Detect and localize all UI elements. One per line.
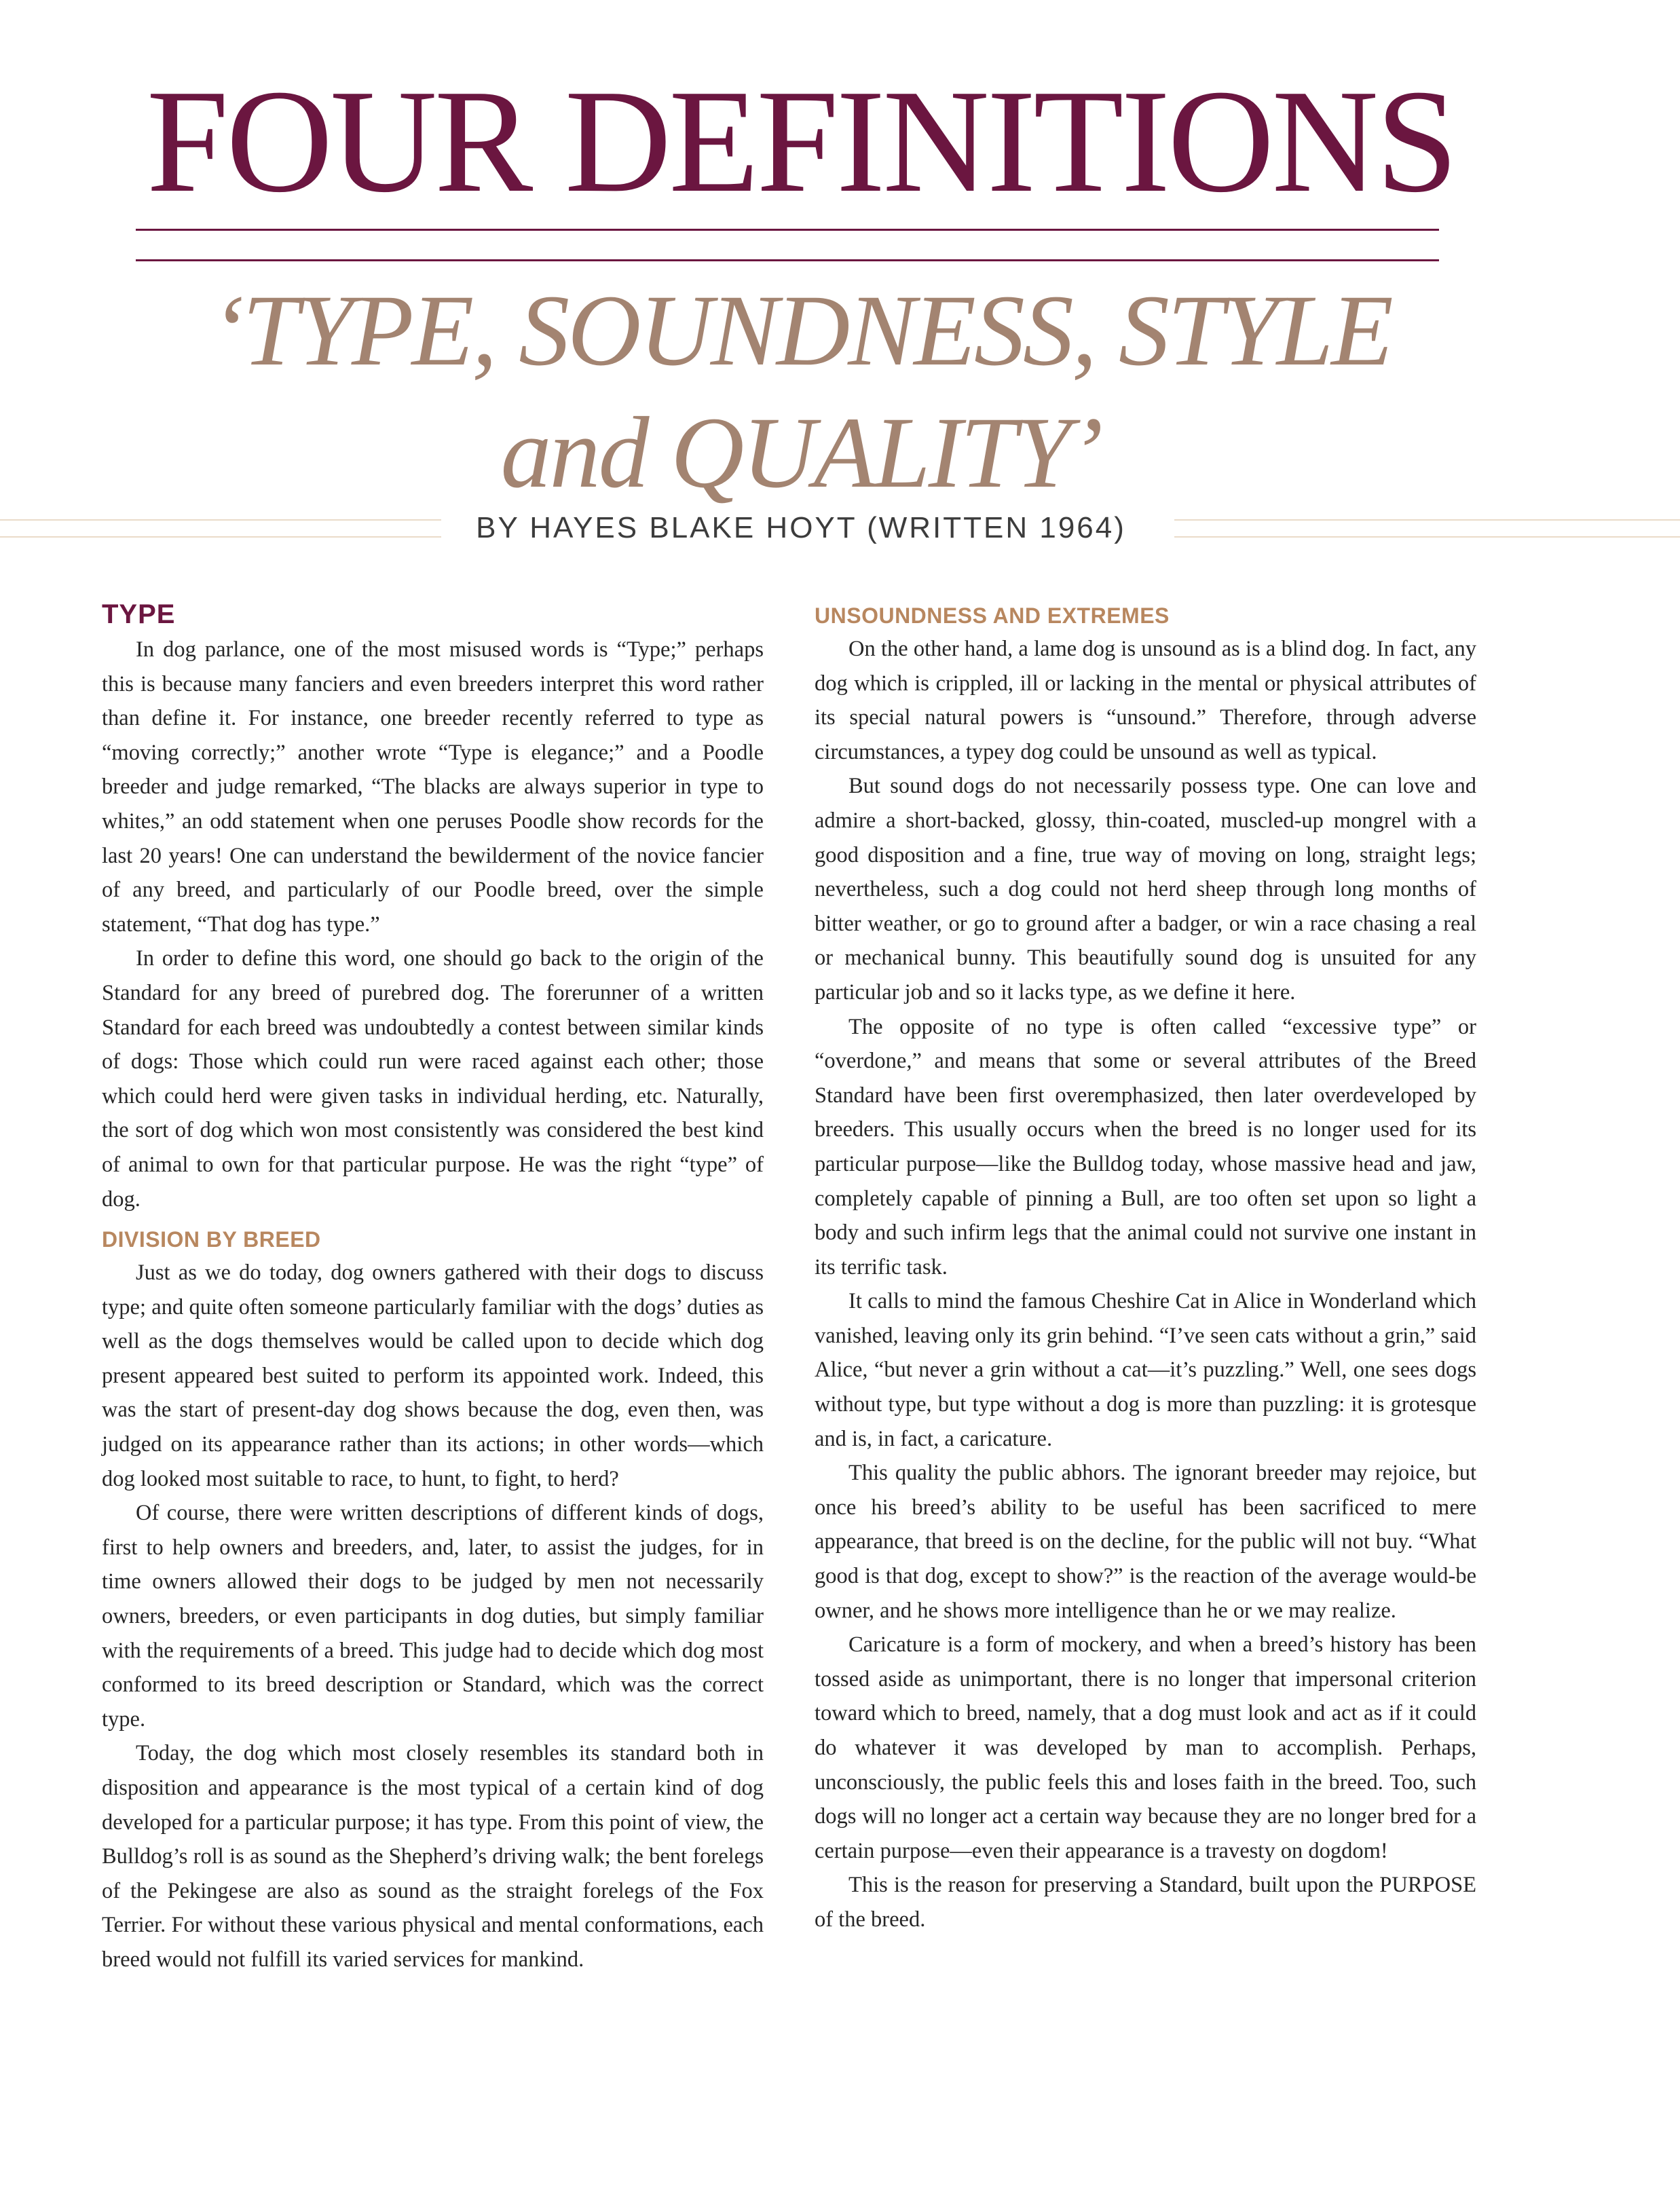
left-column <box>102 597 764 1977</box>
body-paragraph: Just as we do today, dog owners gathered with their dogs to discuss type; and quite often someone particularly familiar with the dogs’ duties as well as the dogs themselves would be called upon to decide which dog present appeared best suited to perform its appointed work. Indeed, this was the start of present-day dog shows because the dog, even then, was judged on its appearance rather than its actions; in other words—which dog looked most suitable to race, to hunt, to fight, to herd? <box>102 1260 764 1491</box>
body-paragraph: This quality the public abhors. The ignorant breeder may rejoice, but once his breed’s ability to be useful has been sacrificed to mere appearance, that breed is on the decline, for the public will not buy. “What good is that dog, except to show?” is the reaction of the average would-be owner, and he shows more intelligence than he or we may realize. <box>815 1461 1476 1623</box>
title-rule-top <box>136 229 1439 231</box>
right-column <box>815 599 1476 1937</box>
body-paragraph: Of course, there were written descriptions of different kinds of dogs, first to help owners and breeders, and, later, to assist the judges, for in time owners allowed their dogs to be judged by men not necessarily owners, breeders, or even participants in dog duties, but simply familiar with the requirements of a breed. This judge had to decide which dog most conformed to its breed description or Standard, which was the correct type. <box>102 1501 764 1732</box>
title-rule-bottom <box>136 259 1439 261</box>
body-paragraph: Caricature is a form of mockery, and when a breed’s history has been tossed aside as unimportant, there is no longer that impersonal criterion toward which to breed, namely, that a dog must look and act as if it could do whatever it was developed by man to accomplish. Perhaps, unconsciously, the public feels this and loses faith in the breed. Too, such dogs will no longer act a certain way because they are no longer bred for a certain purpose—even their appearance is a travesty on dogdom! <box>815 1632 1476 1863</box>
article-subtitle-line-2: and QUALITY’ <box>500 396 1102 509</box>
body-paragraph: The opposite of no type is often called “excessive type” or “overdone,” and means that some or several attributes of the Breed Standard have been first overemphasized, then later overdeveloped by breeders. This usually occurs when the breed is no longer used for its particular purpose—like the Bulldog today, whose massive head and jaw, completely capable of pinning a Bull, are too often set upon so light a body and such infirm legs that the animal could not survive one instant in its terrific task. <box>815 1014 1476 1279</box>
body-paragraph: But sound dogs do not necessarily possess type. One can love and admire a short-backed, glossy, thin-coated, muscled-up mongrel with a good disposition and a fine, true way of moving on long, straight legs; nevertheless, such a dog could not herd sheep through long months of bitter weather, or go to ground after a badger, or win a race chasing a real or mechanical bunny. This beautifully sound dog is unsuited for any particular job and so it lacks type, as we define it here. <box>815 774 1476 1005</box>
body-paragraph: Today, the dog which most closely resembles its standard both in disposition and appearance is the most typical of a certain kind of dog developed for a particular purpose; it has type. From this point of view, the Bulldog’s roll is as sound as the Shepherd’s driving walk; the bent forelegs of the Pekingese are also as sound as the straight forelegs of the Fox Terrier. For without these various physical and mental conformations, each breed would not fulfill its varied services for mankind. <box>102 1741 764 1972</box>
body-paragraph: In dog parlance, one of the most misused words is “Type;” perhaps this is because many fanciers and even breeders interpret this word rather than define it. For instance, one breeder recently referred to type as “moving correctly;” another wrote “Type is elegance;” and a Poodle breeder and judge remarked, “The blacks are always superior in type to whites,” an odd statement when one peruses Poodle show records for the last 20 years! One can understand the bewilderment of the novice fancier of any breed, and particularly of our Poodle breed, over the simple statement, “That dog has type.” <box>102 637 764 937</box>
section-heading-division-by-breed: DIVISION BY BREED <box>102 1227 321 1252</box>
section-heading-unsoundness-and-extremes: UNSOUNDNESS AND EXTREMES <box>815 603 1170 628</box>
body-paragraph: On the other hand, a lame dog is unsound as is a blind dog. In fact, any dog which is crippled, ill or lacking in the mental or physical attributes of its special natural powers is “unsound.” Therefore, through adverse circumstances, a typey dog could be unsound as well as typical. <box>815 637 1476 764</box>
article-byline: BY HAYES BLAKE HOYT (WRITTEN 1964) <box>476 511 1126 544</box>
article-subtitle-line-1: ‘TYPE, SOUNDNESS, STYLE <box>210 274 1392 387</box>
article-title: FOUR DEFINITIONS <box>146 60 1456 223</box>
body-paragraph: It calls to mind the famous Cheshire Cat in Alice in Wonderland which vanished, leaving only its grin behind. “I’ve seen cats without a grin,” said Alice, “but never a grin without a cat—it’s puzzling.” Well, one sees dogs without type, but type without a dog is more than puzzling: it is grotesque and is, in fact, a caricature. <box>815 1289 1476 1451</box>
section-heading-type: TYPE <box>102 599 176 629</box>
body-paragraph: In order to define this word, one should go back to the origin of the Standard for any breed of purebred dog. The forerunner of a written Standard for each breed was undoubtedly a contest between similar kinds of dogs: Those which could run were raced against each other; those which could herd were given tasks in individual herding, etc. Naturally, the sort of dog which won most consistently was considered the best kind of animal to own for that particular purpose. He was the right “type” of dog. <box>102 946 764 1212</box>
body-paragraph: This is the reason for preserving a Standard, built upon the PURPOSE of the breed. <box>815 1873 1476 1932</box>
